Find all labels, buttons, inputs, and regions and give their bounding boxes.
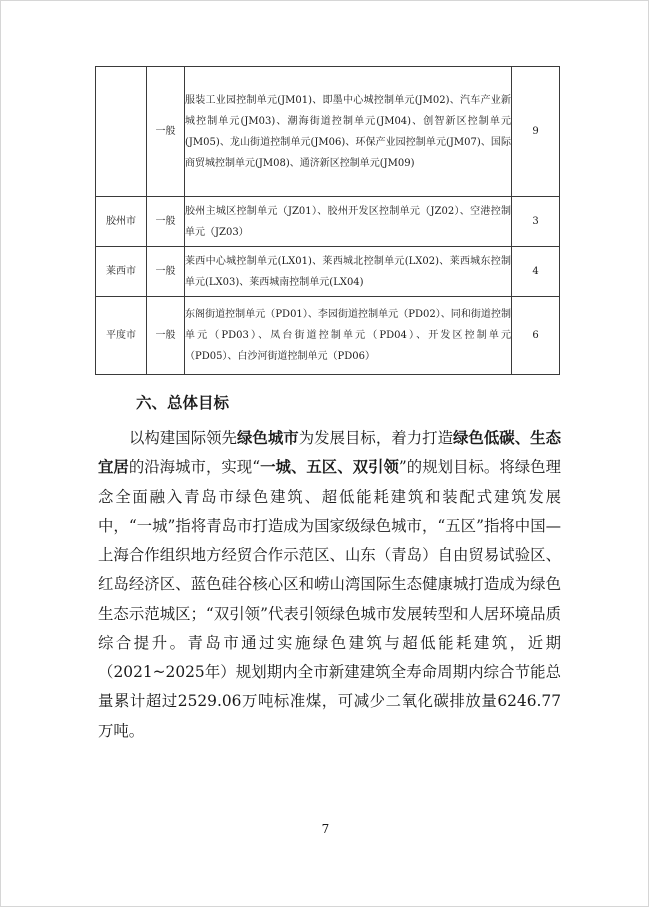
body-paragraph bbox=[98, 424, 561, 746]
paragraph-text: ”的规划目标。将绿色理念全面融入青岛市绿色建筑、超低能耗建筑和装配式建筑发展中，“一城”指将青岛市打造成为国家级绿色城市，“五区”指将中国—上海合作组织地方经贸合作示范区、山东（青岛）自由贸易试验区、红岛经济区、蓝色硅谷核心区和崂山湾国际生态健康城打造成为绿色生态示范城区；“双引领”代表引领绿色城市发展转型和人居环境品质综合提升。青岛市通过实施绿色建筑与超低能耗建筑，近期（2021~2025年）规划期内全市新建建筑全寿命周期内综合节能总量累计超过2529.06万吨标准煤，可减少二氧化碳排放量6246.77万吨。 bbox=[98, 458, 561, 740]
paragraph-text: 以构建国际领先 bbox=[129, 429, 237, 447]
level-cell: 一般 bbox=[147, 297, 185, 375]
table-row bbox=[96, 197, 560, 247]
emphasis-text: 一城、五区、双引领 bbox=[260, 458, 399, 477]
page-number: 7 bbox=[321, 822, 330, 836]
units-cell: 莱西中心城控制单元(LX01)、莱西城北控制单元(LX02)、莱西城东控制单元(LX03)、莱西城南控制单元(LX04) bbox=[185, 247, 512, 297]
count-cell: 6 bbox=[512, 297, 560, 375]
count-cell: 3 bbox=[512, 197, 560, 247]
city-cell: 莱西市 bbox=[96, 247, 147, 297]
paragraph-text: 为发展目标，着力打造 bbox=[298, 429, 453, 447]
level-cell: 一般 bbox=[147, 197, 185, 247]
section-heading: 六、总体目标 bbox=[136, 394, 230, 412]
paragraph-text: 的沿海城市，实现“ bbox=[128, 458, 261, 477]
emphasis-text: 绿色低碳、生态宜居 bbox=[98, 429, 561, 477]
count-cell: 4 bbox=[512, 247, 560, 297]
level-cell: 一般 bbox=[147, 67, 185, 197]
units-cell: 胶州主城区控制单元（JZ01）、胶州开发区控制单元（JZ02）、空港控制单元（JZ03） bbox=[185, 197, 512, 247]
city-cell: 胶州市 bbox=[96, 197, 147, 247]
level-cell: 一般 bbox=[147, 247, 185, 297]
units-cell: 服装工业园控制单元(JM01)、即墨中心城控制单元(JM02)、汽车产业新城控制单元(JM03)、潮海街道控制单元(JM04)、创智新区控制单元(JM05)、龙山街道控制单元(JM06)、环保产业园控制单元(JM07)、国际商贸城控制单元(JM08)、通济新区控制单元(JM09) bbox=[185, 67, 512, 197]
city-cell: 平度市 bbox=[96, 297, 147, 375]
emphasis-text: 绿色城市 bbox=[237, 429, 299, 447]
city-cell bbox=[96, 67, 147, 197]
control-units-table bbox=[95, 66, 560, 375]
count-cell: 9 bbox=[512, 67, 560, 197]
table-row bbox=[96, 247, 560, 297]
units-cell: 东阁街道控制单元（PD01）、李园街道控制单元（PD02）、同和街道控制单元（PD03）、凤台街道控制单元（PD04）、开发区控制单元（PD05）、白沙河街道控制单元（PD06） bbox=[185, 297, 512, 375]
table-row bbox=[96, 67, 560, 197]
table-row bbox=[96, 297, 560, 375]
